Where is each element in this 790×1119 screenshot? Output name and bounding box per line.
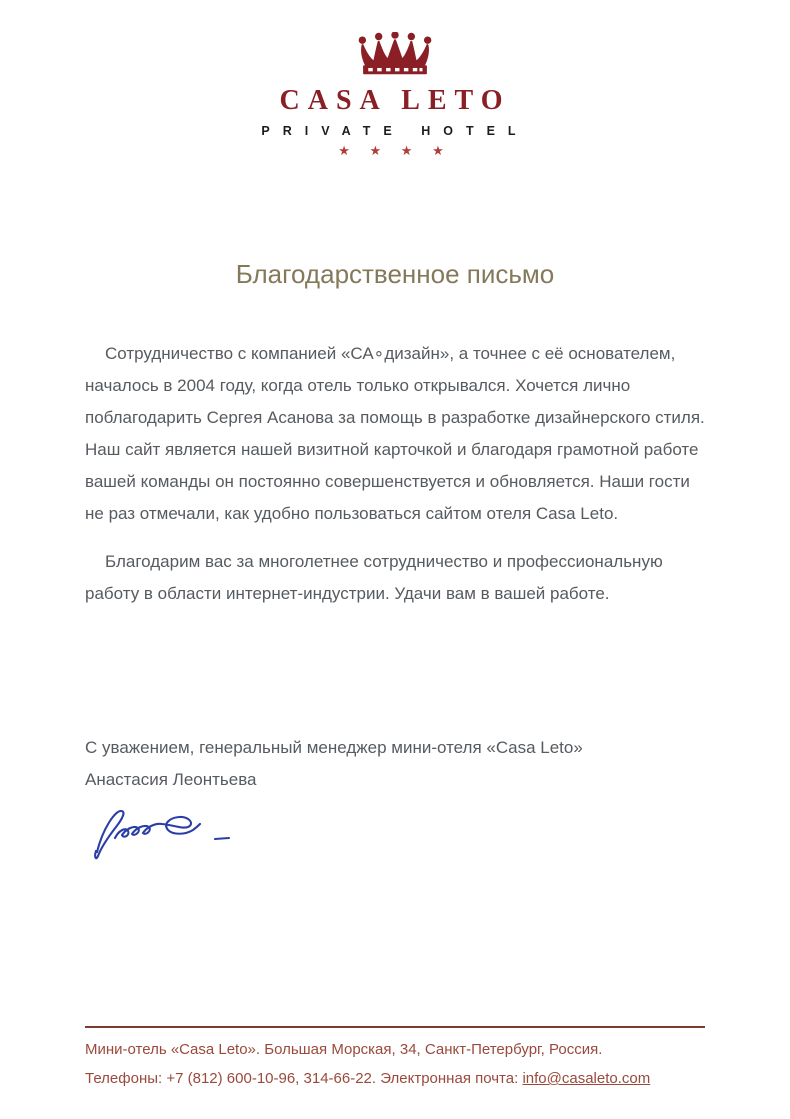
- hotel-subtitle: PRIVATE HOTEL: [261, 124, 529, 138]
- letter-title: Благодарственное письмо: [235, 259, 555, 289]
- letter-body: [85, 338, 705, 862]
- closing-line-2: Анастасия Леонтьева: [85, 770, 257, 789]
- letter-paragraph-2: Благодарим вас за многолетнее сотрудничество и профессиональную работу в области интернет-индустрии. Удачи вам в вашей работе.: [85, 552, 663, 603]
- handwritten-signature: [85, 800, 235, 862]
- footer-contacts: [85, 1064, 705, 1093]
- footer: [85, 1026, 705, 1093]
- footer-phones: Телефоны: +7 (812) 600-10-96, 314-66-22. Электронная почта:: [85, 1070, 523, 1087]
- closing-line-1: С уважением, генеральный менеджер мини-отеля «Casa Leto»: [85, 738, 583, 757]
- hotel-logo: [0, 0, 790, 159]
- star-rating-icons: ★ ★ ★ ★: [338, 143, 452, 158]
- crown-icon: [347, 32, 443, 78]
- email-link[interactable]: info@casaleto.com: [522, 1070, 651, 1087]
- hotel-name: CASA LETO: [279, 85, 511, 116]
- letter-paragraph-1: Сотрудничество с компанией «СА∘дизайн», а точнее с её основателем, началось в 2004 году, когда отель только открывался. Хочется лично поблагодарить Сергея Асанова за помощь в разработке дизайнерского стиля. Наш сайт является нашей визитной карточкой и благодаря грамотной работе вашей команды он постоянно совершенствуется и обновляется. Наши гости не раз отмечали, как удобно пользоваться сайтом отеля Casa Leto.: [85, 344, 705, 523]
- closing-block: [85, 732, 705, 796]
- footer-address: Мини-отель «Casa Leto». Большая Морская, 34, Санкт-Петербург, Россия.: [85, 1041, 603, 1058]
